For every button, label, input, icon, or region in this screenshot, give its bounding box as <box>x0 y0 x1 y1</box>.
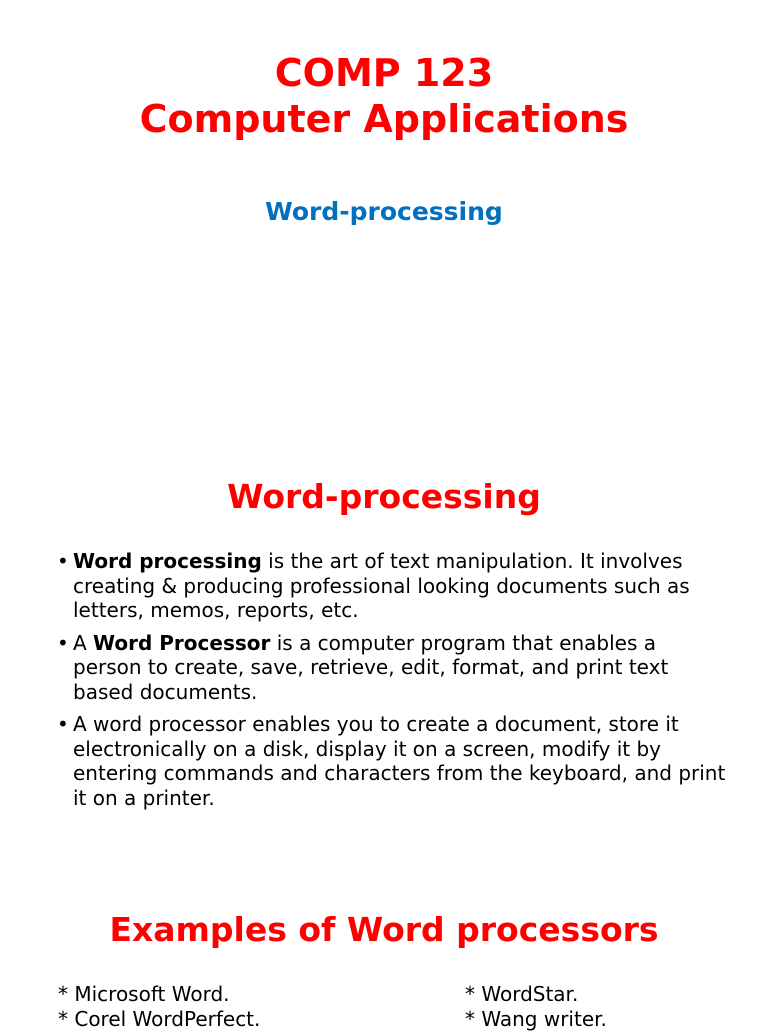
definition-bullets <box>0 549 768 818</box>
list-item: * Wang writer. <box>465 1007 607 1031</box>
bullet-prefix: A <box>73 630 94 655</box>
bullet-item <box>0 631 768 705</box>
course-name-title: Computer Applications <box>139 97 629 141</box>
title-slide <box>0 50 768 142</box>
course-code-title: COMP 123 <box>274 51 494 95</box>
bullet-dot: • <box>57 712 69 736</box>
list-item: * WordStar. <box>465 982 579 1006</box>
examples-right-column <box>465 982 607 1032</box>
slide-subtitle: Word-processing <box>265 197 503 226</box>
bullet-item <box>0 712 768 810</box>
list-item: * Microsoft Word. <box>58 982 230 1006</box>
list-item: * Corel WordPerfect. <box>58 1007 261 1031</box>
bullet-bold-term: Word processing <box>73 549 262 573</box>
definition-heading: Word-processing <box>227 477 541 516</box>
examples-left-column <box>58 982 260 1032</box>
bullet-item <box>0 549 768 623</box>
bullet-text: is a computer program that enables a person to create, save, retrieve, edit, format, and print text based documents. <box>73 630 669 704</box>
bullet-dot: • <box>57 630 69 655</box>
bullet-bold-term: Word Processor <box>93 630 271 655</box>
bullet-text: is the art of text manipulation. It involves creating & producing professional looking documents such as letters, memos, reports, etc. <box>73 549 690 622</box>
definition-slide <box>0 477 768 517</box>
examples-heading: Examples of Word processors <box>109 910 659 949</box>
examples-slide <box>0 910 768 950</box>
bullet-text: A word processor enables you to create a document, store it electronically on a disk, display it on a screen, modify it by entering commands and characters from the keyboard, and print it on a printer. <box>73 712 726 810</box>
bullet-dot: • <box>57 549 69 573</box>
